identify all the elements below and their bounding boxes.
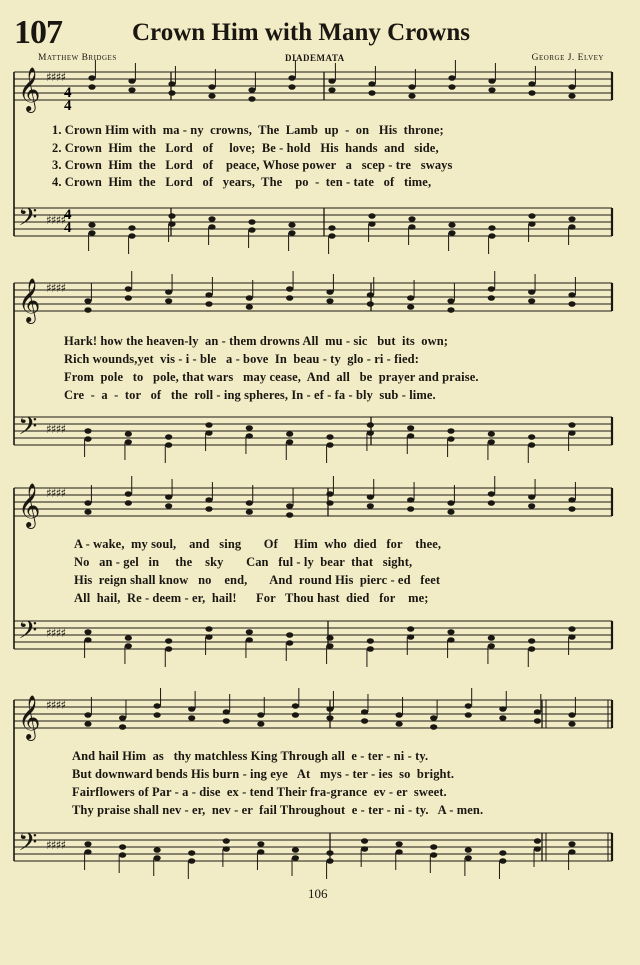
note-head	[326, 298, 333, 304]
note-head	[246, 637, 253, 643]
treble-clef-icon: 𝄞	[18, 67, 41, 111]
note-head	[84, 500, 91, 506]
key-signature-icon: ♯♯♯♯	[46, 626, 66, 640]
note-head	[257, 849, 264, 855]
lyric-s3-v2: No an - gel in the sky Can ful - ly bear that sight,	[74, 555, 413, 569]
note-head	[154, 855, 161, 861]
note-head	[528, 442, 535, 448]
note-head	[88, 84, 95, 90]
note-head	[534, 838, 541, 844]
note-head	[407, 497, 414, 503]
note-head	[326, 434, 333, 440]
note-head	[465, 703, 472, 709]
note-head	[528, 494, 535, 500]
note-head	[248, 219, 255, 225]
note-head	[292, 855, 299, 861]
note-head	[361, 846, 368, 852]
lyric-s2-v2: Rich wounds,yet vis - i - ble a - bove In beau - ty glo - ri - fied:	[64, 352, 419, 366]
note-head	[326, 858, 333, 864]
note-head	[165, 289, 172, 295]
composer-credit: George J. Elvey	[531, 53, 604, 63]
note-head	[528, 221, 535, 227]
note-head	[408, 216, 415, 222]
note-head	[488, 286, 495, 292]
note-head	[257, 712, 264, 718]
tune-name: DIADEMATA	[285, 53, 345, 63]
treble-clef-icon: 𝄞	[18, 278, 41, 322]
note-head	[408, 224, 415, 230]
note-head	[205, 430, 212, 436]
note-head	[499, 715, 506, 721]
note-head	[165, 298, 172, 304]
bass-time-signature-top: 4	[64, 207, 72, 223]
lyric-s2-v4: Cre - a - tor of the roll - ing spheres, In - ef - fa - bly sub - lime.	[64, 388, 436, 402]
note-head	[528, 213, 535, 219]
note-head	[528, 81, 535, 87]
note-head	[125, 635, 132, 641]
note-head	[84, 436, 91, 442]
treble-clef-icon: 𝄞	[18, 695, 41, 739]
note-head	[165, 646, 172, 652]
lyric-s2-v1: Hark! how the heaven-ly an - them drowns All mu - sic but its own;	[64, 334, 449, 348]
note-head	[246, 629, 253, 635]
note-head	[188, 706, 195, 712]
note-head	[84, 849, 91, 855]
author-credit: Matthew Bridges	[38, 53, 117, 63]
note-head	[488, 295, 495, 301]
note-head	[448, 84, 455, 90]
note-head	[408, 93, 415, 99]
note-head	[286, 640, 293, 646]
note-head	[246, 509, 253, 515]
note-head	[257, 841, 264, 847]
note-head	[288, 230, 295, 236]
note-head	[568, 292, 575, 298]
note-head	[448, 75, 455, 81]
lyric-s2-v3: From pole to pole, that wars may cease, And all be prayer and praise.	[64, 370, 479, 384]
note-head	[430, 724, 437, 730]
note-head	[205, 506, 212, 512]
note-head	[528, 503, 535, 509]
note-head	[84, 428, 91, 434]
note-head	[154, 703, 161, 709]
lyric-s3-v3: His reign shall know no end, And round His pierc - ed feet	[74, 573, 441, 587]
note-head	[208, 216, 215, 222]
note-head	[488, 635, 495, 641]
note-head	[246, 433, 253, 439]
note-head	[205, 301, 212, 307]
note-head	[367, 292, 374, 298]
note-head	[488, 643, 495, 649]
key-signature-icon: ♯♯♯♯	[46, 213, 66, 227]
note-head	[248, 96, 255, 102]
bass-clef-icon: 𝄢	[18, 828, 38, 863]
note-head	[326, 635, 333, 641]
note-head	[499, 706, 506, 712]
note-head	[188, 715, 195, 721]
note-head	[208, 84, 215, 90]
note-head	[528, 298, 535, 304]
note-head	[568, 849, 575, 855]
note-head	[528, 289, 535, 295]
note-head	[367, 422, 374, 428]
note-head	[326, 643, 333, 649]
note-head	[84, 629, 91, 635]
note-head	[88, 75, 95, 81]
note-head	[165, 442, 172, 448]
note-head	[534, 846, 541, 852]
note-head	[119, 852, 126, 858]
time-signature-top: 4	[64, 85, 72, 101]
note-head	[288, 222, 295, 228]
note-head	[125, 439, 132, 445]
key-signature-icon: ♯♯♯♯	[46, 486, 66, 500]
note-head	[408, 84, 415, 90]
note-head	[286, 286, 293, 292]
note-head	[84, 637, 91, 643]
note-head	[223, 718, 230, 724]
note-head	[165, 503, 172, 509]
note-head	[246, 304, 253, 310]
note-head	[223, 709, 230, 715]
lyric-s4-v4: Thy praise shall nev - er, nev - er fail Throughout e - ter - ni - ty. A - men.	[72, 803, 484, 817]
note-head	[84, 509, 91, 515]
note-head	[407, 295, 414, 301]
note-head	[188, 858, 195, 864]
note-head	[128, 87, 135, 93]
note-head	[488, 491, 495, 497]
lyric-s1-v4: 4. Crown Him the Lord of years, The po - ten - tate of time,	[52, 175, 432, 189]
note-head	[248, 227, 255, 233]
note-head	[125, 500, 132, 506]
note-head	[128, 78, 135, 84]
note-head	[257, 721, 264, 727]
note-head	[292, 712, 299, 718]
note-head	[368, 221, 375, 227]
note-head	[534, 718, 541, 724]
lyric-s4-v3: Fairflowers of Par - a - dise ex - tend Their fra-grance ev - er sweet.	[72, 785, 447, 799]
note-head	[288, 84, 295, 90]
note-head	[84, 841, 91, 847]
note-head	[430, 715, 437, 721]
note-head	[328, 225, 335, 231]
note-head	[154, 712, 161, 718]
note-head	[447, 428, 454, 434]
note-head	[361, 838, 368, 844]
note-head	[292, 847, 299, 853]
note-head	[447, 629, 454, 635]
key-signature-icon: ♯♯♯♯	[46, 422, 66, 436]
note-head	[488, 439, 495, 445]
note-head	[396, 849, 403, 855]
note-head	[246, 295, 253, 301]
note-head	[361, 718, 368, 724]
note-head	[165, 434, 172, 440]
note-head	[447, 509, 454, 515]
note-head	[528, 646, 535, 652]
lyric-s4-v2: But downward bends His burn - ing eye At mys - ter - ies so bright.	[72, 767, 455, 781]
key-signature-icon: ♯♯♯♯	[46, 698, 66, 712]
note-head	[367, 638, 374, 644]
note-head	[367, 503, 374, 509]
note-head	[407, 304, 414, 310]
note-head	[407, 433, 414, 439]
note-head	[396, 721, 403, 727]
note-head	[488, 78, 495, 84]
note-head	[84, 298, 91, 304]
note-head	[223, 838, 230, 844]
note-head	[326, 491, 333, 497]
time-signature-bottom: 4	[64, 98, 72, 114]
note-head	[368, 81, 375, 87]
note-head	[88, 230, 95, 236]
note-head	[488, 431, 495, 437]
note-head	[168, 81, 175, 87]
note-head	[499, 858, 506, 864]
note-head	[568, 84, 575, 90]
hymn-number: 107	[14, 14, 62, 51]
note-head	[568, 721, 575, 727]
note-head	[465, 712, 472, 718]
note-head	[326, 289, 333, 295]
note-head	[488, 500, 495, 506]
note-head	[205, 292, 212, 298]
note-head	[223, 846, 230, 852]
note-head	[208, 93, 215, 99]
note-head	[246, 425, 253, 431]
note-head	[125, 295, 132, 301]
note-head	[361, 709, 368, 715]
bass-clef-icon: 𝄢	[18, 412, 38, 447]
note-head	[528, 90, 535, 96]
note-head	[119, 724, 126, 730]
key-signature-icon: ♯♯♯♯	[46, 838, 66, 852]
bass-clef-icon: 𝄢	[18, 203, 38, 238]
note-head	[568, 626, 575, 632]
treble-clef-icon: 𝄞	[18, 483, 41, 527]
note-head	[208, 224, 215, 230]
note-head	[288, 75, 295, 81]
note-head	[447, 298, 454, 304]
note-head	[326, 500, 333, 506]
note-head	[205, 497, 212, 503]
bass-clef-icon: 𝄢	[18, 616, 38, 651]
key-signature-icon: ♯♯♯♯	[46, 281, 66, 295]
note-head	[286, 503, 293, 509]
note-head	[248, 87, 255, 93]
note-head	[568, 712, 575, 718]
note-head	[465, 855, 472, 861]
note-head	[328, 233, 335, 239]
note-head	[168, 221, 175, 227]
note-head	[367, 430, 374, 436]
lyric-s1-v2: 2. Crown Him the Lord of love; Be - hold His hands and side,	[52, 141, 439, 155]
page-number: 106	[308, 886, 328, 901]
note-head	[367, 646, 374, 652]
note-head	[396, 712, 403, 718]
note-head	[84, 721, 91, 727]
note-head	[188, 850, 195, 856]
note-head	[488, 233, 495, 239]
note-head	[430, 844, 437, 850]
note-head	[568, 841, 575, 847]
note-head	[205, 422, 212, 428]
note-head	[568, 224, 575, 230]
note-head	[119, 844, 126, 850]
note-head	[286, 431, 293, 437]
note-head	[326, 715, 333, 721]
note-head	[119, 715, 126, 721]
bass-time-signature-bottom: 4	[64, 220, 72, 236]
note-head	[528, 638, 535, 644]
note-head	[407, 506, 414, 512]
note-head	[292, 703, 299, 709]
note-head	[128, 225, 135, 231]
note-head	[367, 301, 374, 307]
note-head	[326, 442, 333, 448]
note-head	[407, 634, 414, 640]
note-head	[568, 506, 575, 512]
note-head	[328, 87, 335, 93]
note-head	[488, 87, 495, 93]
note-head	[286, 295, 293, 301]
note-head	[568, 93, 575, 99]
note-head	[168, 90, 175, 96]
note-head	[447, 637, 454, 643]
note-head	[326, 850, 333, 856]
note-head	[488, 225, 495, 231]
note-head	[447, 307, 454, 313]
key-signature-icon: ♯♯♯♯	[46, 70, 66, 84]
note-head	[125, 491, 132, 497]
note-head	[125, 431, 132, 437]
note-head	[407, 425, 414, 431]
note-head	[568, 216, 575, 222]
note-head	[367, 494, 374, 500]
note-head	[407, 626, 414, 632]
note-head	[84, 307, 91, 313]
note-head	[125, 286, 132, 292]
note-head	[326, 706, 333, 712]
lyric-s4-v1: And hail Him as thy matchless King Through all e - ter - ni - ty.	[72, 749, 429, 763]
note-head	[528, 434, 535, 440]
note-head	[128, 233, 135, 239]
note-head	[154, 847, 161, 853]
note-head	[568, 430, 575, 436]
note-head	[165, 494, 172, 500]
note-head	[447, 500, 454, 506]
note-head	[396, 841, 403, 847]
note-head	[168, 213, 175, 219]
note-head	[88, 222, 95, 228]
note-head	[84, 712, 91, 718]
note-head	[286, 632, 293, 638]
note-head	[430, 852, 437, 858]
lyric-s3-v1: A - wake, my soul, and sing Of Him who died for thee,	[74, 537, 442, 551]
note-head	[568, 301, 575, 307]
note-head	[368, 90, 375, 96]
note-head	[447, 436, 454, 442]
note-head	[165, 638, 172, 644]
note-head	[328, 78, 335, 84]
note-head	[205, 634, 212, 640]
note-head	[448, 222, 455, 228]
note-head	[125, 643, 132, 649]
note-head	[448, 230, 455, 236]
note-head	[534, 709, 541, 715]
note-head	[499, 850, 506, 856]
hymn-title: Crown Him with Many Crowns	[132, 19, 470, 46]
note-head	[286, 512, 293, 518]
lyric-s1-v1: 1. Crown Him with ma - ny crowns, The Lamb up - on His throne;	[52, 123, 444, 137]
note-head	[568, 497, 575, 503]
note-head	[568, 634, 575, 640]
lyric-s3-v4: All hail, Re - deem - er, hail! For Thou hast died for me;	[74, 591, 429, 605]
note-head	[246, 500, 253, 506]
note-head	[465, 847, 472, 853]
note-head	[568, 422, 575, 428]
lyric-s1-v3: 3. Crown Him the Lord of peace, Whose power a scep - tre sways	[52, 158, 453, 172]
note-head	[286, 439, 293, 445]
note-head	[205, 626, 212, 632]
note-head	[368, 213, 375, 219]
